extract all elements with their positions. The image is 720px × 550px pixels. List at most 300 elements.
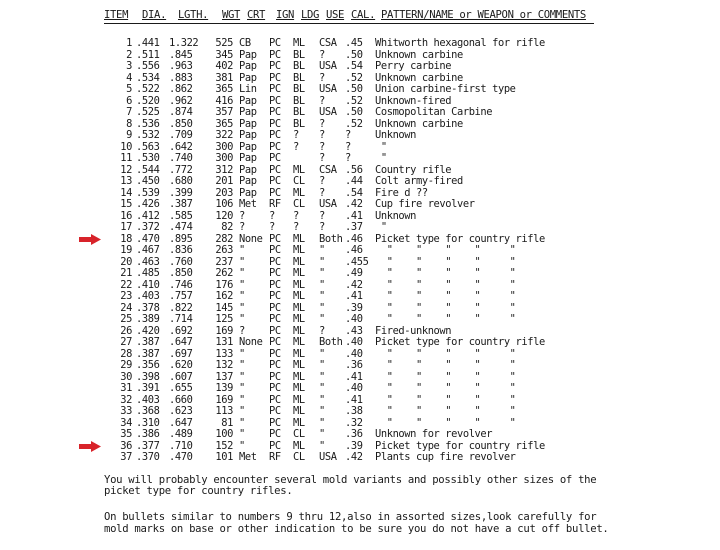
cell-wgt: 203 bbox=[215, 186, 233, 199]
cell-ign: ? bbox=[269, 209, 275, 222]
cell-cal: .50 bbox=[345, 48, 363, 61]
table-row bbox=[104, 452, 624, 464]
cell-dia: .426 bbox=[136, 198, 160, 210]
cell-dia: .377 bbox=[136, 439, 160, 452]
cell-ldg: CL bbox=[293, 198, 305, 210]
cell-cal: .36 bbox=[345, 428, 363, 440]
cell-ldg: ML bbox=[293, 267, 305, 279]
cell-lgth: .760 bbox=[169, 255, 193, 268]
cell-wgt: 237 bbox=[215, 255, 233, 268]
cell-ign: PC bbox=[269, 336, 281, 348]
cell-dia: .403 bbox=[136, 290, 160, 302]
cell-pattern: Unknown carbine bbox=[375, 117, 463, 130]
cell-dia: .387 bbox=[136, 336, 160, 348]
cell-lgth: .850 bbox=[169, 267, 193, 279]
cell-ldg: CL bbox=[293, 428, 305, 440]
cell-dia: .441 bbox=[136, 37, 160, 49]
cell-ign: PC bbox=[269, 324, 281, 337]
cell-crt: None bbox=[239, 232, 263, 245]
cell-lgth: .963 bbox=[169, 60, 193, 72]
cell-wgt: 201 bbox=[215, 175, 233, 187]
table-row bbox=[104, 84, 624, 96]
cell-ldg: ML bbox=[293, 163, 305, 176]
cell-dia: .450 bbox=[136, 175, 160, 187]
cell-dia: .522 bbox=[136, 83, 160, 95]
cell-crt: ? bbox=[239, 324, 245, 337]
cell-use: ? bbox=[319, 221, 325, 233]
cell-lgth: .680 bbox=[169, 175, 193, 187]
cell-ign: PC bbox=[269, 301, 281, 314]
cell-pattern: Unknown for revolver bbox=[375, 428, 493, 440]
cell-lgth: .387 bbox=[169, 198, 193, 210]
cell-use: " bbox=[319, 405, 325, 417]
cell-wgt: 365 bbox=[215, 83, 233, 95]
cell-lgth: .470 bbox=[169, 451, 193, 463]
cell-cal: .41 bbox=[345, 393, 363, 406]
cell-pattern: " " " " " bbox=[375, 301, 516, 314]
cell-pattern: " " " " " bbox=[375, 278, 516, 291]
cell-ldg: ML bbox=[293, 336, 305, 348]
cell-use: " bbox=[319, 382, 325, 394]
cell-dia: .534 bbox=[136, 71, 160, 84]
cell-ldg: ML bbox=[293, 186, 305, 199]
cell-dia: .520 bbox=[136, 94, 160, 107]
cell-lgth: .647 bbox=[169, 416, 193, 429]
cell-dia: .387 bbox=[136, 347, 160, 360]
cell-item: 20 bbox=[120, 255, 132, 268]
table-row bbox=[104, 268, 624, 280]
cell-use: " bbox=[319, 255, 325, 268]
cell-dia: .470 bbox=[136, 232, 160, 245]
cell-wgt: 100 bbox=[215, 428, 233, 440]
cell-ign: PC bbox=[269, 267, 281, 279]
cell-ign: PC bbox=[269, 37, 281, 49]
table-row bbox=[104, 199, 624, 211]
table-row bbox=[104, 153, 624, 165]
cell-cal: .43 bbox=[345, 324, 363, 337]
header-dia: DIA. bbox=[142, 9, 167, 21]
cell-lgth: .883 bbox=[169, 71, 193, 84]
cell-crt: " bbox=[239, 347, 245, 360]
cell-ldg: ML bbox=[293, 37, 305, 49]
cell-lgth: .620 bbox=[169, 359, 193, 371]
cell-crt: " bbox=[239, 393, 245, 406]
cell-pattern: Unknown-fired bbox=[375, 94, 452, 107]
cell-pattern: Whitworth hexagonal for rifle bbox=[375, 37, 545, 49]
cell-ign: PC bbox=[269, 71, 281, 84]
cell-cal: .49 bbox=[345, 267, 363, 279]
cell-crt: CB bbox=[239, 37, 251, 49]
cell-dia: .372 bbox=[136, 221, 160, 233]
red-arrow-icon bbox=[79, 441, 101, 452]
cell-dia: .511 bbox=[136, 48, 160, 61]
cell-lgth: .623 bbox=[169, 405, 193, 417]
cell-crt: Pap bbox=[239, 163, 257, 176]
cell-use: CSA bbox=[319, 163, 337, 176]
cell-lgth: .850 bbox=[169, 117, 193, 130]
cell-crt: Pap bbox=[239, 106, 257, 118]
cell-use: USA bbox=[319, 198, 337, 210]
cell-item: 2 bbox=[126, 48, 132, 61]
cell-ign: PC bbox=[269, 232, 281, 245]
cell-crt: Pap bbox=[239, 117, 257, 130]
cell-lgth: .692 bbox=[169, 324, 193, 337]
cell-crt: " bbox=[239, 370, 245, 383]
cell-ign: PC bbox=[269, 428, 281, 440]
cell-dia: .467 bbox=[136, 244, 160, 256]
cell-wgt: 416 bbox=[215, 94, 233, 107]
cell-ldg: BL bbox=[293, 83, 305, 95]
cell-ign: PC bbox=[269, 175, 281, 187]
cell-wgt: 282 bbox=[215, 232, 233, 245]
cell-wgt: 300 bbox=[215, 140, 233, 153]
cell-pattern: " bbox=[375, 140, 387, 153]
table-row bbox=[104, 360, 624, 372]
cell-ldg: BL bbox=[293, 94, 305, 107]
cell-dia: .310 bbox=[136, 416, 160, 429]
cell-lgth: .607 bbox=[169, 370, 193, 383]
cell-cal: .46 bbox=[345, 232, 363, 245]
cell-ldg: ? bbox=[293, 221, 299, 233]
cell-wgt: 133 bbox=[215, 347, 233, 360]
cell-wgt: 312 bbox=[215, 163, 233, 176]
cell-cal: .40 bbox=[345, 382, 363, 394]
cell-use: USA bbox=[319, 106, 337, 118]
cell-use: ? bbox=[319, 48, 325, 61]
cell-wgt: 300 bbox=[215, 152, 233, 164]
cell-pattern: Unknown carbine bbox=[375, 48, 463, 61]
cell-ign: PC bbox=[269, 117, 281, 130]
cell-cal: .54 bbox=[345, 186, 363, 199]
header-pattern: PATTERN/NAME or WEAPON or COMMENTS bbox=[381, 9, 586, 21]
cell-ldg: BL bbox=[293, 117, 305, 130]
table-row bbox=[104, 245, 624, 257]
cell-crt: Pap bbox=[239, 71, 257, 84]
cell-crt: Met bbox=[239, 451, 257, 463]
cell-ign: PC bbox=[269, 359, 281, 371]
cell-use: ? bbox=[319, 152, 325, 164]
cell-wgt: 322 bbox=[215, 129, 233, 141]
header-lgth: LGTH. bbox=[178, 9, 209, 21]
table-row bbox=[104, 314, 624, 326]
cell-use: " bbox=[319, 267, 325, 279]
cell-item: 36 bbox=[120, 439, 132, 452]
cell-use: ? bbox=[319, 209, 325, 222]
cell-ign: RF bbox=[269, 198, 281, 210]
cell-dia: .410 bbox=[136, 278, 160, 291]
cell-use: ? bbox=[319, 175, 325, 187]
cell-cal: .46 bbox=[345, 244, 363, 256]
cell-ign: PC bbox=[269, 163, 281, 176]
cell-lgth: .642 bbox=[169, 140, 193, 153]
cell-ign: PC bbox=[269, 382, 281, 394]
cell-ign: PC bbox=[269, 255, 281, 268]
cell-pattern: Union carbine-first type bbox=[375, 83, 516, 95]
cell-ign: PC bbox=[269, 129, 281, 141]
cell-crt: " bbox=[239, 244, 245, 256]
cell-wgt: 101 bbox=[215, 451, 233, 463]
cell-item: 34 bbox=[120, 416, 132, 429]
cell-lgth: .962 bbox=[169, 94, 193, 107]
cell-item: 13 bbox=[120, 175, 132, 187]
cell-cal: ? bbox=[345, 152, 351, 164]
cell-ldg: ML bbox=[293, 301, 305, 314]
cell-crt: Met bbox=[239, 198, 257, 210]
cell-lgth: .710 bbox=[169, 439, 193, 452]
cell-crt: None bbox=[239, 336, 263, 348]
cell-dia: .412 bbox=[136, 209, 160, 222]
cell-lgth: .740 bbox=[169, 152, 193, 164]
table-header bbox=[104, 8, 594, 24]
cell-item: 6 bbox=[126, 94, 132, 107]
cell-ldg: BL bbox=[293, 106, 305, 118]
cell-ldg: ML bbox=[293, 255, 305, 268]
cell-ldg: ML bbox=[293, 439, 305, 452]
cell-cal: .52 bbox=[345, 94, 363, 107]
cell-wgt: 262 bbox=[215, 267, 233, 279]
cell-item: 1 bbox=[126, 37, 132, 49]
cell-ign: PC bbox=[269, 347, 281, 360]
cell-crt: " bbox=[239, 439, 245, 452]
cell-use: Both bbox=[319, 336, 343, 348]
cell-item: 9 bbox=[126, 129, 132, 141]
cell-item: 27 bbox=[120, 336, 132, 348]
header-use: USE bbox=[326, 9, 345, 21]
cell-use: USA bbox=[319, 60, 337, 72]
cell-ldg: ML bbox=[293, 347, 305, 360]
cell-dia: .525 bbox=[136, 106, 160, 118]
cell-item: 32 bbox=[120, 393, 132, 406]
cell-item: 21 bbox=[120, 267, 132, 279]
cell-lgth: .845 bbox=[169, 48, 193, 61]
cell-wgt: 152 bbox=[215, 439, 233, 452]
cell-cal: .41 bbox=[345, 209, 363, 222]
cell-lgth: .862 bbox=[169, 83, 193, 95]
cell-ign: PC bbox=[269, 405, 281, 417]
header-wgt: WGT bbox=[222, 9, 241, 21]
cell-crt: Pap bbox=[239, 186, 257, 199]
cell-cal: .39 bbox=[345, 301, 363, 314]
cell-ldg: CL bbox=[293, 451, 305, 463]
cell-crt: " bbox=[239, 416, 245, 429]
cell-crt: " bbox=[239, 267, 245, 279]
cell-ign: PC bbox=[269, 94, 281, 107]
cell-ldg: ML bbox=[293, 393, 305, 406]
cell-pattern: Picket type for country rifle bbox=[375, 232, 545, 245]
cell-lgth: 1.322 bbox=[169, 37, 199, 49]
cell-wgt: 162 bbox=[215, 290, 233, 302]
cell-pattern: Fire d ?? bbox=[375, 186, 428, 199]
cell-cal: .41 bbox=[345, 370, 363, 383]
cell-use: ? bbox=[319, 117, 325, 130]
cell-use: ? bbox=[319, 129, 325, 141]
cell-crt: ? bbox=[239, 209, 245, 222]
cell-item: 30 bbox=[120, 370, 132, 383]
cell-cal: ? bbox=[345, 140, 351, 153]
header-ign: IGN bbox=[276, 9, 295, 21]
cell-wgt: 120 bbox=[215, 209, 233, 222]
table-row bbox=[104, 337, 624, 349]
header-crt: CRT bbox=[247, 9, 266, 21]
bullet-table bbox=[104, 38, 624, 464]
table-row bbox=[104, 406, 624, 418]
cell-item: 12 bbox=[120, 163, 132, 176]
cell-wgt: 132 bbox=[215, 359, 233, 371]
cell-item: 23 bbox=[120, 290, 132, 302]
cell-lgth: .772 bbox=[169, 163, 193, 176]
cell-dia: .356 bbox=[136, 359, 160, 371]
table-row bbox=[104, 222, 624, 234]
cell-item: 29 bbox=[120, 359, 132, 371]
cell-use: ? bbox=[319, 324, 325, 337]
cell-dia: .563 bbox=[136, 140, 160, 153]
cell-item: 17 bbox=[120, 221, 132, 233]
cell-pattern: Unknown bbox=[375, 209, 416, 222]
cell-lgth: .585 bbox=[169, 209, 193, 222]
cell-pattern: " " " " " bbox=[375, 370, 516, 383]
cell-item: 28 bbox=[120, 347, 132, 360]
cell-wgt: 145 bbox=[215, 301, 233, 314]
cell-item: 8 bbox=[126, 117, 132, 130]
note-paragraph-1: You will probably encounter several mold variants and possibly other sizes of the picket type for country rifles. bbox=[104, 473, 597, 498]
cell-cal: .56 bbox=[345, 163, 363, 176]
cell-pattern: " bbox=[375, 152, 387, 164]
cell-dia: .398 bbox=[136, 370, 160, 383]
cell-cal: .42 bbox=[345, 198, 363, 210]
table-row bbox=[104, 176, 624, 188]
cell-crt: Pap bbox=[239, 152, 257, 164]
cell-cal: .42 bbox=[345, 451, 363, 463]
cell-item: 18 bbox=[120, 232, 132, 245]
cell-item: 16 bbox=[120, 209, 132, 222]
document-page bbox=[104, 8, 624, 550]
cell-pattern: Unknown carbine bbox=[375, 71, 463, 84]
cell-lgth: .836 bbox=[169, 244, 193, 256]
cell-wgt: 365 bbox=[215, 117, 233, 130]
cell-ign: PC bbox=[269, 313, 281, 325]
cell-lgth: .757 bbox=[169, 290, 193, 302]
cell-ign: ? bbox=[269, 221, 275, 233]
cell-ldg: ? bbox=[293, 129, 299, 141]
cell-pattern: Fired-unknown bbox=[375, 324, 452, 337]
cell-cal: .36 bbox=[345, 359, 363, 371]
cell-use: ? bbox=[319, 71, 325, 84]
cell-ldg: ML bbox=[293, 405, 305, 417]
cell-cal: .52 bbox=[345, 71, 363, 84]
cell-ldg bbox=[293, 153, 319, 165]
table-row bbox=[104, 38, 624, 50]
cell-use: ? bbox=[319, 140, 325, 153]
cell-cal: .38 bbox=[345, 405, 363, 417]
cell-dia: .544 bbox=[136, 163, 160, 176]
cell-pattern: " bbox=[375, 221, 387, 233]
cell-item: 14 bbox=[120, 186, 132, 199]
cell-cal: .40 bbox=[345, 347, 363, 360]
cell-lgth: .647 bbox=[169, 336, 193, 348]
cell-wgt: 113 bbox=[215, 405, 233, 417]
cell-ldg: ML bbox=[293, 382, 305, 394]
cell-wgt: 402 bbox=[215, 60, 233, 72]
cell-use: " bbox=[319, 439, 325, 452]
cell-lgth: .714 bbox=[169, 313, 193, 325]
cell-cal: ? bbox=[345, 129, 351, 141]
cell-use: " bbox=[319, 290, 325, 302]
cell-use: " bbox=[319, 313, 325, 325]
cell-lgth: .655 bbox=[169, 382, 193, 394]
cell-use: Both bbox=[319, 232, 343, 245]
cell-cal: .42 bbox=[345, 278, 363, 291]
cell-ign: PC bbox=[269, 416, 281, 429]
cell-lgth: .399 bbox=[169, 186, 193, 199]
cell-ldg: ML bbox=[293, 232, 305, 245]
cell-cal: .50 bbox=[345, 106, 363, 118]
cell-use: USA bbox=[319, 451, 337, 463]
cell-crt: " bbox=[239, 278, 245, 291]
cell-lgth: .709 bbox=[169, 129, 193, 141]
note-paragraph-2: On bullets similar to numbers 9 thru 12,also in assorted sizes,look carefully for mold marks on base or other indication to be sure you do not have a cut off bullet. bbox=[104, 511, 609, 535]
cell-dia: .539 bbox=[136, 186, 160, 199]
cell-pattern: Picket type for country rifle bbox=[375, 439, 545, 452]
cell-crt: ? bbox=[239, 221, 245, 233]
cell-crt: Pap bbox=[239, 48, 257, 61]
cell-use: " bbox=[319, 393, 325, 406]
cell-use: " bbox=[319, 359, 325, 371]
cell-pattern: Perry carbine bbox=[375, 60, 452, 72]
cell-ign: PC bbox=[269, 439, 281, 452]
cell-ldg: ML bbox=[293, 278, 305, 291]
cell-lgth: .874 bbox=[169, 106, 193, 118]
cell-wgt: 169 bbox=[215, 324, 233, 337]
cell-dia: .389 bbox=[136, 313, 160, 325]
cell-use: " bbox=[319, 301, 325, 314]
cell-crt: " bbox=[239, 382, 245, 394]
cell-crt: " bbox=[239, 359, 245, 371]
cell-dia: .403 bbox=[136, 393, 160, 406]
cell-pattern: " " " " " bbox=[375, 347, 516, 360]
cell-dia: .391 bbox=[136, 382, 160, 394]
cell-ldg: ML bbox=[293, 416, 305, 429]
cell-item: 31 bbox=[120, 382, 132, 394]
cell-lgth: .895 bbox=[169, 232, 193, 245]
cell-dia: .386 bbox=[136, 428, 160, 440]
cell-ign: PC bbox=[269, 278, 281, 291]
cell-wgt: 357 bbox=[215, 106, 233, 118]
cell-cal: .455 bbox=[345, 255, 369, 268]
cell-use: " bbox=[319, 244, 325, 256]
cell-dia: .556 bbox=[136, 60, 160, 72]
cell-crt: " bbox=[239, 301, 245, 314]
cell-dia: .370 bbox=[136, 451, 160, 463]
cell-wgt: 131 bbox=[215, 336, 233, 348]
cell-item: 15 bbox=[120, 198, 132, 210]
cell-lgth: .746 bbox=[169, 278, 193, 291]
table-row bbox=[104, 61, 624, 73]
cell-dia: .536 bbox=[136, 117, 160, 130]
cell-cal: .37 bbox=[345, 221, 363, 233]
cell-crt: Pap bbox=[239, 129, 257, 141]
cell-pattern: " " " " " bbox=[375, 416, 516, 429]
cell-ldg: CL bbox=[293, 175, 305, 187]
cell-item: 5 bbox=[126, 83, 132, 95]
cell-wgt: 125 bbox=[215, 313, 233, 325]
cell-ign: PC bbox=[269, 186, 281, 199]
cell-dia: .530 bbox=[136, 152, 160, 164]
cell-item: 35 bbox=[120, 428, 132, 440]
cell-lgth: .489 bbox=[169, 428, 193, 440]
cell-ldg: ? bbox=[293, 209, 299, 222]
cell-item: 3 bbox=[126, 60, 132, 72]
red-arrow-icon bbox=[79, 234, 101, 245]
